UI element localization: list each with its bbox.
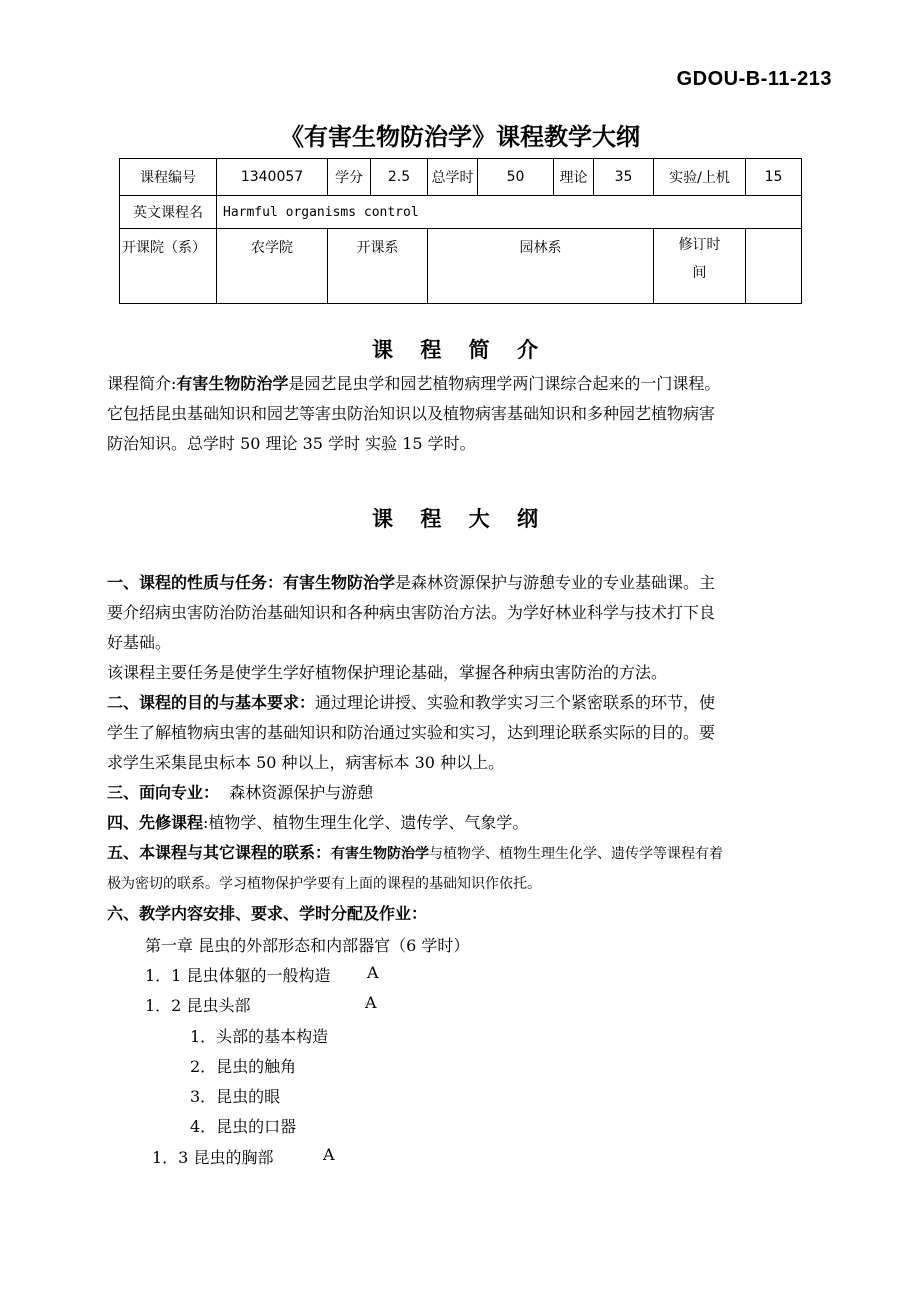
s1-line-3: 好基础。 — [107, 633, 172, 652]
table-row — [120, 159, 802, 196]
s2-line-1 — [107, 688, 823, 718]
s3-title: 三、面向专业： — [107, 783, 220, 802]
s5-line-1 — [107, 838, 823, 869]
english-name-label: 英文课程名 — [120, 196, 217, 229]
revision-label — [654, 229, 746, 304]
s2-line-3: 求学生采集昆虫标本 50 种以上，病害标本 30 种以上。 — [107, 753, 505, 772]
lab-hours-value: 15 — [746, 159, 802, 196]
subitem-1: 1．头部的基本构造 — [190, 1027, 329, 1046]
course-code-value: 1340057 — [217, 159, 328, 196]
department-label: 开课系 — [328, 229, 428, 304]
credit-value: 2.5 — [371, 159, 428, 196]
lab-label: 实验/上机 — [654, 159, 746, 196]
english-name-value: Harmful organisms control — [217, 196, 802, 229]
item-1-3-grade: A — [323, 1145, 335, 1164]
intro-line-3: 防治知识。总学时 50 理论 35 学时 实验 15 学时。 — [107, 434, 476, 453]
s3-text: 森林资源保护与游憩 — [229, 783, 374, 802]
revision-label-line1: 修订时 — [678, 237, 721, 253]
s4-text: :植物学、植物生理生化学、遗传学、气象学。 — [203, 813, 529, 832]
item-1-2: 1．2 昆虫头部 — [145, 996, 251, 1015]
intro-line-2: 它包括昆虫基础知识和园艺等害虫防治知识以及植物病害基础知识和多种园艺植物病害 — [107, 404, 716, 423]
revision-date-value — [746, 229, 802, 304]
s1-line-2: 要介绍病虫害防治防治基础知识和各种病虫害防治方法。为学好林业科学与技术打下良 — [107, 603, 716, 622]
s6-line — [107, 899, 823, 929]
course-info-table — [119, 158, 802, 304]
table-row — [120, 196, 802, 229]
department-value: 园林系 — [428, 229, 654, 304]
college-label: 开课院（系） — [120, 229, 217, 304]
intro-lead: 课程简介: — [107, 374, 177, 393]
item-1-3: 1．3 昆虫的胸部 — [152, 1148, 274, 1167]
intro-course-name: 有害生物防治学 — [176, 374, 289, 393]
s4-line — [107, 808, 823, 838]
theory-label: 理论 — [554, 159, 594, 196]
s2-text-1: 通过理论讲授、实验和教学实习三个紧密联系的环节，使 — [315, 693, 716, 712]
theory-hours-value: 35 — [594, 159, 654, 196]
s1-line-1 — [107, 568, 823, 598]
s5-course-name: 有害生物防治学 — [331, 846, 430, 862]
outline-section-1 — [107, 568, 823, 929]
page-title: 《有害生物防治学》课程教学大纲 — [280, 123, 640, 151]
subitem-4: 4．昆虫的口器 — [190, 1117, 297, 1136]
total-hours-label: 总学时 — [428, 159, 478, 196]
document-code: GDOU-B-11-213 — [676, 68, 832, 90]
course-code-label: 课程编号 — [120, 159, 217, 196]
item-1-1-grade: A — [367, 963, 379, 982]
subitem-3: 3．昆虫的眼 — [190, 1087, 281, 1106]
s5-line-2: 极为密切的联系。学习植物保护学要有上面的课程的基础知识作依托。 — [107, 876, 541, 892]
college-value: 农学院 — [217, 229, 328, 304]
s3-line — [107, 778, 823, 808]
s6-title: 六、教学内容安排、要求、学时分配及作业： — [107, 904, 428, 923]
s2-line-2: 学生了解植物病虫害的基础知识和防治通过实验和实习，达到理论联系实际的目的。要 — [107, 723, 716, 742]
s1-text-1: 是森林资源保护与游憩专业的专业基础课。主 — [395, 573, 716, 592]
item-1-1: 1．1 昆虫体躯的一般构造 — [145, 966, 331, 985]
subitem-2: 2．昆虫的触角 — [190, 1057, 297, 1076]
intro-line-1 — [107, 369, 823, 399]
credit-label: 学分 — [328, 159, 371, 196]
intro-text-1: 是园艺昆虫学和园艺植物病理学两门课综合起来的一门课程。 — [288, 374, 721, 393]
intro-paragraph — [107, 369, 823, 459]
item-1-2-grade: A — [365, 993, 377, 1012]
intro-heading: 课 程 简 介 — [372, 338, 548, 362]
revision-label-line2: 间 — [692, 265, 707, 281]
s1-title: 一、课程的性质与任务： — [107, 573, 284, 592]
table-row — [120, 229, 802, 304]
outline-heading: 课 程 大 纲 — [372, 507, 548, 531]
s1-line-4: 该课程主要任务是使学生学好植物保护理论基础，掌握各种病虫害防治的方法。 — [107, 663, 668, 682]
s4-title: 四、先修课程 — [107, 813, 204, 832]
s5-title: 五、本课程与其它课程的联系： — [107, 843, 332, 862]
chapter-1-title: 第一章 昆虫的外部形态和内部器官（6 学时） — [145, 936, 470, 955]
s2-title: 二、课程的目的与基本要求： — [107, 693, 316, 712]
s5-text-1: 与植物学、植物生理生化学、遗传学等课程有着 — [429, 846, 724, 862]
s1-course-name: 有害生物防治学 — [283, 573, 396, 592]
total-hours-value: 50 — [478, 159, 554, 196]
